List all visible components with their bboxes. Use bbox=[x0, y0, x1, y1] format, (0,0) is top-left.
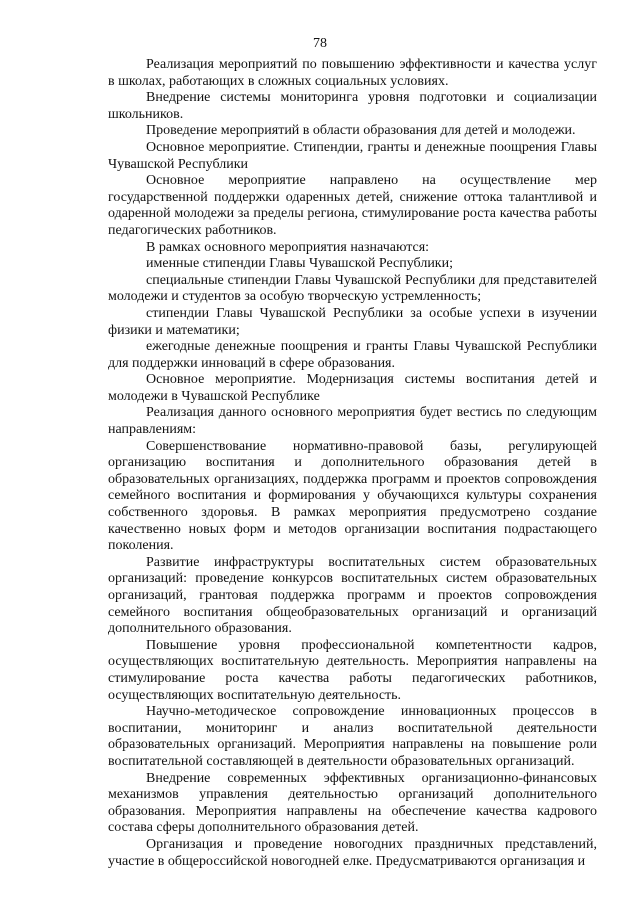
paragraph-12: Реализация данного основного мероприятия будет вестись по следующим направлениям: bbox=[108, 405, 597, 438]
paragraph-6: В рамках основного мероприятия назначаются: bbox=[146, 239, 430, 255]
list-item-2: специальные стипендии Главы Чувашской Республики для представителей молодежи и студентов за особую творческую устремленность; bbox=[108, 272, 597, 305]
list-item-4: ежегодные денежные поощрения и гранты Главы Чувашской Республики для поддержки инноваций в сфере образования. bbox=[108, 339, 597, 371]
paragraph-17: Внедрение современных эффективных организационно-финансовых механизмов управления деятельностью организаций дополнительного образования. Мероприятия направлены на обеспечение качества кадрового состава сферы дополнительного образования детей. bbox=[108, 770, 597, 836]
paragraph-3: Проведение мероприятий в области образования для детей и молодежи. bbox=[146, 123, 576, 139]
paragraph-13: Совершенствование нормативно-правовой базы, регулирующей организацию воспитания и дополнительного образования детей в образовательных организациях, поддержка программ и проектов сопровождения семейного воспитания и формирования у обучающихся культуры сохранения собственного здоровья. В рамках мероприятия предусмотрено создание качественно новых форм и методов организации воспитания подрастающего поколения. bbox=[108, 438, 597, 554]
page-number: 78 bbox=[313, 36, 327, 51]
paragraph-14: Развитие инфраструктуры воспитательных систем образовательных организаций: проведение конкурсов воспитательных систем образовательных организаций, грантовая поддержка программ и проектов сопровождения семейного воспитания общеобразовательных организаций и организаций дополнительного образования. bbox=[108, 554, 597, 637]
list-item-1: именные стипендии Главы Чувашской Республики; bbox=[146, 256, 453, 272]
section-heading-scholarships: Основное мероприятие. Стипендии, гранты и денежные поощрения Главы Чувашской Республики bbox=[108, 139, 597, 172]
paragraph-15: Повышение уровня профессиональной компетентности кадров, осуществляющих воспитательную деятельность. Мероприятия направлены на стимулирование роста качества работы педагогических работников, осуществляющих воспитательную деятельность. bbox=[108, 637, 597, 703]
paragraph-16: Научно-методическое сопровождение инновационных процессов в воспитании, мониторинг и анализ воспитательной деятельности образовательных организаций. Мероприятия направлены на повышение роли воспитательной составляющей в деятельности образовательных организаций. bbox=[108, 704, 597, 769]
paragraph-1: Реализация мероприятий по повышению эффективности и качества услуг в школах, работающих в сложных социальных условиях. bbox=[108, 57, 597, 89]
section-heading-upbringing: Основное мероприятие. Модернизация системы воспитания детей и молодежи в Чувашской Республике bbox=[108, 372, 597, 404]
document-body bbox=[108, 57, 597, 870]
paragraph-18: Организация и проведение новогодних праздничных представлений, участие в общероссийской новогодней елке. Предусматриваются организация и bbox=[108, 836, 597, 869]
paragraph-2: Внедрение системы мониторинга уровня подготовки и социализации школьников. bbox=[108, 90, 597, 122]
paragraph-5: Основное мероприятие направлено на осуществление мер государственной поддержки одаренных детей, снижение оттока талантливой и одаренной молодежи за пределы региона, стимулирование роста качества работы педагогических работников. bbox=[108, 173, 597, 238]
list-item-3: стипендии Главы Чувашской Республики за особые успехи в изучении физики и математики; bbox=[108, 305, 597, 338]
